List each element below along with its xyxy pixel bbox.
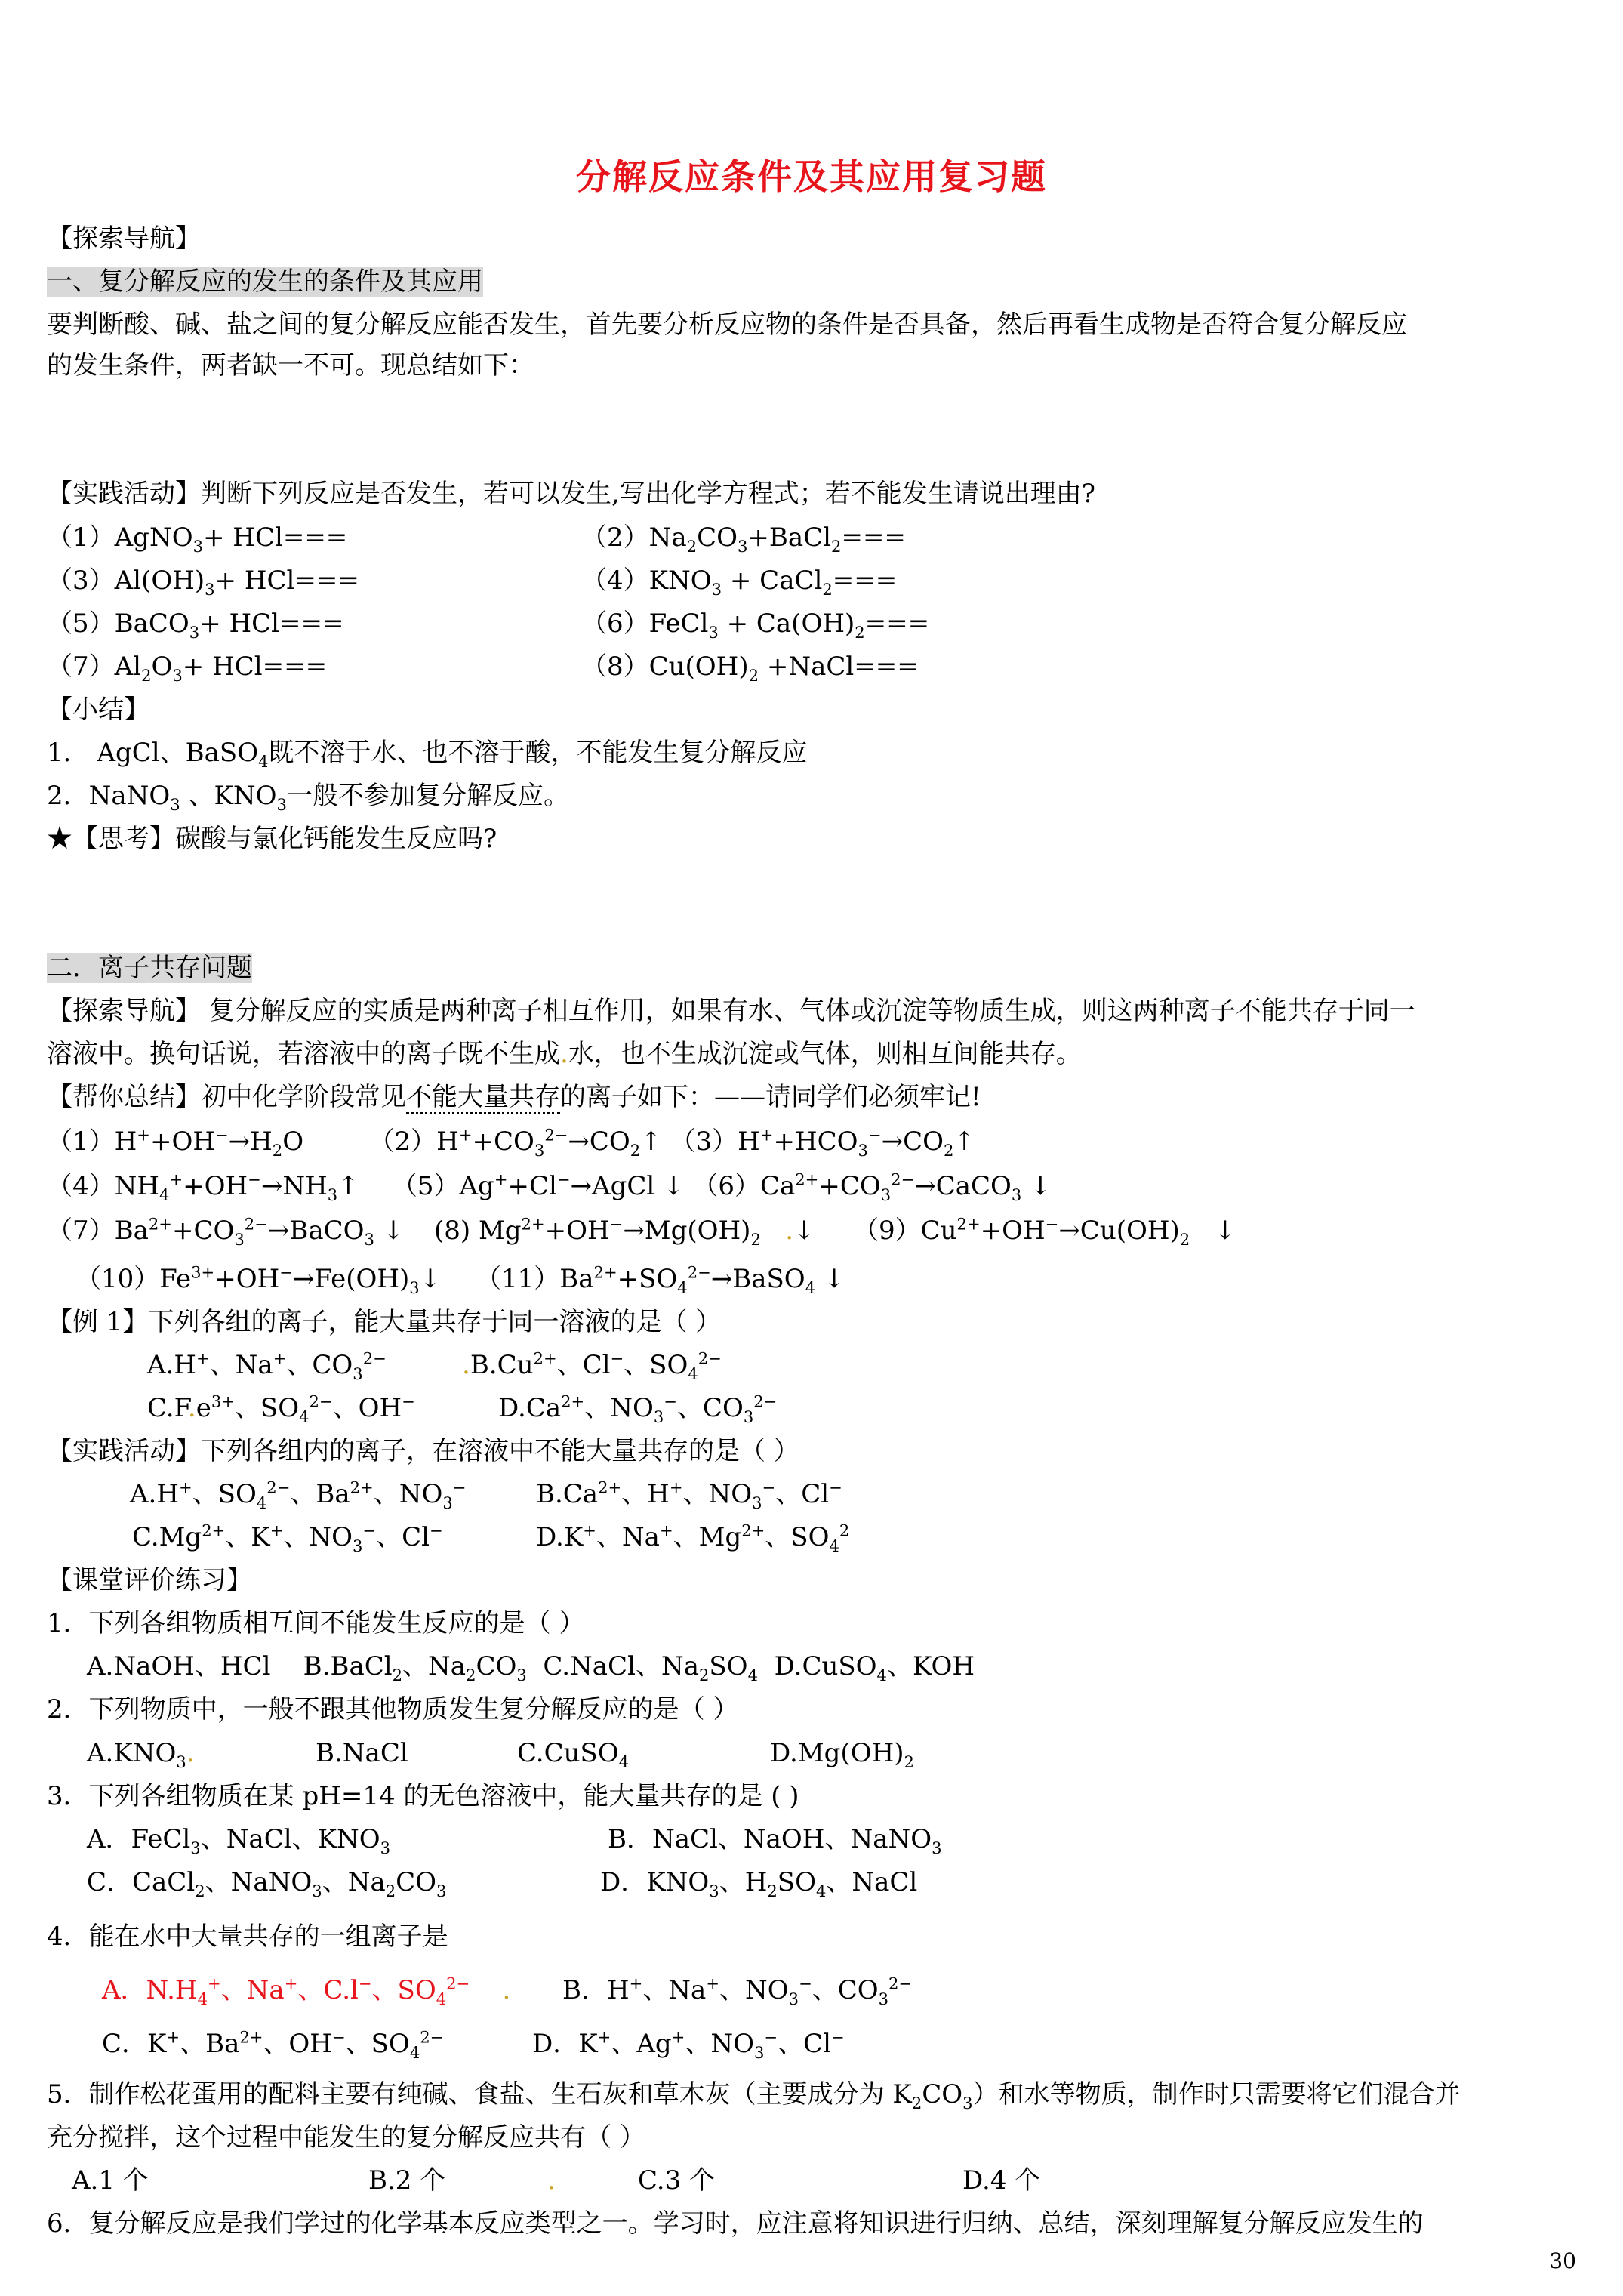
reaction-4: $(4)KNO_3$ + CaCl$_2$=== xyxy=(581,566,898,599)
example-1: 【例 1】下列各组的离子，能大量共存于同一溶液的是（ ） xyxy=(47,1307,722,1337)
reaction-7: $(7)Al_2O_3+ HCl===$ xyxy=(47,652,328,685)
ex1-option-c: $C.F.e^{3+}$、$SO_4^{2-}$、OH− xyxy=(147,1391,415,1426)
summary-label: 【小结】 xyxy=(47,695,149,725)
ion-rule-9: $(9)Cu^{2+}+OH^-\to Cu(OH)_2$ ↓ xyxy=(853,1214,1236,1249)
q4-option-d: D．K+、Ag+、$NO_3^-$、Cl− xyxy=(532,2027,845,2062)
intro-line-2: 的发生条件，两者缺一不可。现总结如下： xyxy=(47,350,534,381)
page-title: 分解反应条件及其应用复习题 xyxy=(576,156,1047,197)
pa2-option-d: D.K+、Na+、$Mg^{2+}$、$SO_4^2$ xyxy=(536,1521,850,1555)
reaction-5: （5）BaCO$_3$+ HCl=== xyxy=(47,609,344,642)
explore-nav-label: 【探索导航】 xyxy=(47,223,201,254)
ion-rule-7: $(7)Ba^{2+}+CO_3^{2-}\to BaCO_3$ ↓ xyxy=(47,1214,405,1249)
question-5-line-2: 充分搅拌，这个过程中能发生的复分解反应共有（ ） xyxy=(47,2122,645,2153)
question-6: 6．复分解反应是我们学过的化学基本反应类型之一。学习时，应注意将知识进行归纳、总结，深刻理解复分解反应发生的 xyxy=(47,2208,1424,2239)
explore-nav-2-line-2: 溶液中。换句话说，若溶液中的离子既不生成.水，也不生成沉淀或气体，则相互间能共存。 xyxy=(47,1039,1082,1069)
pa2-option-a: A.H+、$SO_4^{2-}$、$Ba^{2+}$、$NO_3^-$ xyxy=(130,1478,467,1512)
practice-activity-2: 【实践活动】下列各组内的离子，在溶液中不能大量共存的是（ ） xyxy=(47,1436,799,1466)
q3-option-b: B．NaCl、NaOH、NaNO$_3$ xyxy=(608,1824,942,1857)
ex1-option-a: A.H+、Na+、$CO_3^{2-}$ xyxy=(147,1348,387,1383)
page-number: 30 xyxy=(1549,2248,1576,2273)
reaction-8: $(8)Cu(OH)_2$ +NaCl=== xyxy=(581,652,919,685)
q2-option-c: C.CuSO$_4$ xyxy=(517,1738,630,1771)
q5-option-c: C.3 个 xyxy=(638,2165,716,2196)
ion-rule-4-6: $(4)NH_4^++OH^-\to NH_3↑$ （5）Ag++Cl−→AgCl ↓ $(6)Ca^{2+}+CO_3^{2-}\to CaCO_3$ ↓ xyxy=(47,1170,1052,1204)
question-1: 1．下列各组物质相互间不能发生反应的是（ ） xyxy=(47,1608,585,1638)
reaction-6: （6）FeCl$_3$ + $Ca(OH)_2===$ xyxy=(581,609,930,642)
intro-line-1: 要判断酸、碱、盐之间的复分解反应能否发生，首先要分析反应物的条件是否具备，然后再看生成物是否符合复分解反应 xyxy=(47,310,1407,340)
q5-option-b: B.2 个 xyxy=(368,2165,446,2196)
pa2-option-c: $C.Mg^{2+}$、K+、$NO_3^-$、Cl− xyxy=(132,1521,443,1555)
q2-option-d: $D.Mg(OH)_2$ xyxy=(770,1738,914,1771)
q1-options: A.NaOH、HCl B.BaCl$_2$、$Na_2CO_3$ C.NaCl、$Na_2SO_4$ D.CuSO$_4$、KOH xyxy=(87,1651,975,1684)
reaction-1: （1）AgNO$_3$+ HCl=== xyxy=(47,522,348,556)
q5-option-d: D.4 个 xyxy=(962,2165,1041,2196)
ex1-option-d: $D.Ca^{2+}$、$NO_3^-$、$CO_3^{2-}$ xyxy=(498,1391,778,1426)
section-1-heading: 一、复分解反应的发生的条件及其应用 xyxy=(47,267,483,297)
ex1-option-b: $.B.Cu^{2+}$、Cl−、$SO_4^{2-}$ xyxy=(462,1348,722,1383)
q3-option-c: C．CaCl$_2$、NaNO$_3$、$Na_2CO_3$ xyxy=(87,1867,447,1900)
reaction-2: $(2)Na_2CO_3+BaCl_2===$ xyxy=(581,522,906,556)
question-5-line-1: 5．制作松花蛋用的配料主要有纯碱、食盐、生石灰和草木灰（主要成分为 $K_2CO_3$）和水等物质，制作时只需要将它们混合并 xyxy=(47,2079,1461,2113)
pa2-option-b: $B.Ca^{2+}$、H+、$NO_3^-$、Cl− xyxy=(536,1478,842,1512)
think-question: ★【思考】碳酸与氯化钙能发生反应吗? xyxy=(47,824,497,854)
q4-option-a: A．$N.H_4^+$、Na+、C.l−、$SO_4^{2-}$ . xyxy=(102,1974,511,2008)
section-2-heading: 二．离子共存问题 xyxy=(47,953,252,983)
q5-stray-mark: . xyxy=(547,2165,556,2196)
explore-nav-2-line-1: 【探索导航】 复分解反应的实质是两种离子相互作用，如果有水、气体或沉淀等物质生成，则这两种离子不能共存于同一 xyxy=(47,996,1415,1026)
q4-option-c: C．K+、$Ba^{2+}$、OH−、$SO_4^{2-}$ xyxy=(102,2027,444,2062)
ion-rule-8: (8) $Mg^{2+}+OH^-\to Mg(OH)_2$ .↓ xyxy=(434,1214,815,1249)
q3-option-d: D．$KNO_3$、$H_2SO_4$、NaCl xyxy=(600,1867,918,1900)
q2-option-b: B.NaCl xyxy=(316,1738,408,1768)
reaction-3: $(3)Al(OH)_3+ HCl===$ xyxy=(47,566,359,599)
question-4: 4．能在水中大量共存的一组离子是 xyxy=(47,1922,448,1952)
class-eval-label: 【课堂评价练习】 xyxy=(47,1565,252,1595)
summary-item-1: 1． AgCl、BaSO$_4$既不溶于水、也不溶于酸，不能发生复分解反应 xyxy=(47,738,808,771)
ion-rule-11: $(11)Ba^{2+}+SO_4^{2-}\to BaSO_4$ ↓ xyxy=(476,1262,845,1297)
question-2: 2．下列物质中，一般不跟其他物质发生复分解反应的是（ ） xyxy=(47,1694,739,1724)
summary-item-2: 2．NaNO$_3$ 、$KNO_3$一般不参加复分解反应。 xyxy=(47,781,569,814)
q3-option-a: A．FeCl$_3$、NaCl、$KNO_3$ xyxy=(87,1824,391,1857)
ion-rule-10: $(10)Fe^{3+}+OH^-\to Fe(OH)_3↓$ xyxy=(75,1262,442,1297)
practice-activity-1: 【实践活动】判断下列反应是否发生，若可以发生,写出化学方程式；若不能发生请说出理由? xyxy=(47,479,1096,509)
ion-rule-1-3: $(1)H^++OH^-\to H_2O$ $(2)H^++CO_3^{2-}\to CO_2↑$ $(3)H^++HCO_3^-\to CO_2↑$ xyxy=(47,1125,975,1160)
q4-option-b: B．H+、Na+、$NO_3^-$、$CO_3^{2-}$ xyxy=(562,1974,913,2008)
q2-option-a: $A.KNO_3$. xyxy=(87,1738,195,1771)
q5-option-a: A.1 个 xyxy=(72,2165,149,2196)
help-summary: 【帮你总结】初中化学阶段常见不能大量共存的离子如下：——请同学们必须牢记! xyxy=(47,1079,981,1115)
question-3: 3．下列各组物质在某 pH=14 的无色溶液中，能大量共存的是 ( ) xyxy=(47,1781,799,1811)
